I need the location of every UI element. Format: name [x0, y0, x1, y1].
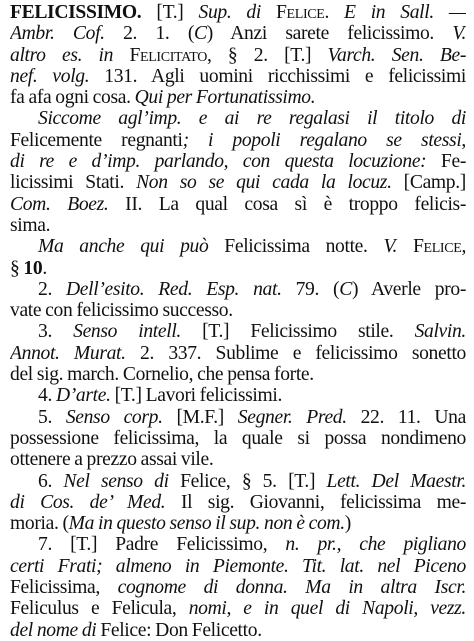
body-text: .: [324, 2, 345, 23]
body-text: 2.: [38, 278, 66, 300]
italic-text: Ma anche qui può: [38, 236, 209, 258]
body-text: [M.F.]: [162, 406, 238, 428]
body-text: 131. Agli uomini ricchissimi e felicissimi: [89, 65, 466, 87]
italic-text: Ambr. Cof.: [10, 23, 105, 45]
italic-text: V.: [383, 236, 398, 258]
entry-line: [10, 279, 466, 300]
entry-line: [10, 172, 466, 193]
body-text: 5.: [38, 406, 66, 428]
italic-text: nomi, e in quel di Napoli, vezz.: [188, 598, 466, 620]
entry-line: [10, 23, 466, 44]
body-text: [T.] Lavori felicissimi.: [110, 385, 283, 407]
italic-text: Salvin.: [414, 321, 466, 343]
entry-line: [10, 2, 466, 23]
body-text: vate con felicissimo successo.: [10, 300, 233, 322]
body-text: [T.] Felicissimo stile.: [180, 321, 415, 343]
body-text: , § 2. [T.]: [207, 44, 328, 66]
entry-line: [10, 620, 466, 641]
entry-line: [10, 321, 466, 342]
body-text: 6.: [38, 470, 64, 492]
italic-text: ; i popoli regalano se stessi: [182, 129, 462, 151]
body-text: §: [10, 257, 24, 279]
entry-line: [10, 385, 466, 406]
entry-line: [10, 215, 466, 236]
body-text: Il sig. Giovanni, felicissima me-: [165, 491, 466, 513]
italic-text: nef. volg.: [10, 65, 90, 87]
italic-text: Non so se qui cada la locuz.: [136, 172, 392, 194]
body-text: fa afa ogni cosa.: [10, 87, 135, 109]
small-caps-text: Felice: [276, 2, 325, 23]
italic-text: altro es. in: [10, 44, 130, 66]
small-caps-text: Felicitato: [129, 44, 208, 66]
entry-line: [10, 87, 466, 108]
body-text: [Camp.]: [391, 172, 466, 194]
italic-text: cognome di donna. Ma in altra Iscr.: [117, 577, 466, 599]
italic-text: Lett. Del Maestr.: [326, 470, 466, 492]
italic-text: Varch. Sen. Be-: [327, 44, 466, 66]
body-text: Felicissima notte.: [208, 236, 384, 258]
headword: FELICISSIMO.: [10, 2, 142, 23]
body-text: licissimi Stati.: [10, 172, 137, 194]
body-text: Felice, § 5. [T.]: [168, 470, 327, 492]
body-text: Fe-: [426, 151, 466, 173]
italic-text: C: [339, 278, 352, 300]
body-text: II. La qual cosa sì è troppo felicis-: [108, 193, 466, 215]
body-text: ,: [461, 129, 466, 151]
body-text: ottenere a prezzo assai vile.: [10, 449, 214, 471]
italic-text: C: [194, 23, 207, 45]
body-text: 3.: [38, 321, 74, 343]
entry-line: [10, 428, 466, 449]
entry-line: [10, 492, 466, 513]
body-text: sima.: [10, 214, 51, 236]
body-text: moria. (: [10, 513, 69, 535]
italic-text: n. pr., che pigliano: [285, 534, 466, 556]
entry-line: [10, 556, 466, 577]
italic-text: certi Frati; almeno in Piemonte. Tit. lat. nel Piceno: [10, 555, 466, 577]
italic-text: V.: [452, 23, 466, 45]
entry-line: [10, 130, 466, 151]
entry-line: [10, 66, 466, 87]
italic-text: Sup. di: [198, 2, 276, 23]
italic-text: Ma in questo senso il sup. non è com.: [68, 513, 345, 535]
italic-text: di re e d’imp. parlando, con questa locuzione:: [10, 151, 427, 173]
italic-text: Segner. Pred.: [237, 406, 347, 428]
italic-text: Com. Boez.: [10, 193, 109, 215]
entry-line: [10, 108, 466, 129]
body-text: 7. [T.] Padre Felicissimo,: [38, 534, 286, 556]
headword: 10: [23, 257, 43, 279]
entry-line: [10, 151, 466, 172]
body-text: 2. 1. (: [104, 23, 195, 45]
body-text: [397, 236, 413, 257]
entry-line: [10, 598, 466, 619]
italic-text: Senso corp.: [65, 406, 163, 428]
entry-line: [10, 407, 466, 428]
italic-text: del nome di: [10, 619, 97, 641]
entry-line: [10, 534, 466, 555]
italic-text: Senso intell.: [73, 321, 181, 343]
entry-line: [10, 513, 466, 534]
italic-text: Siccome agl’imp. e ai re regalasi il titolo di: [38, 108, 466, 130]
italic-text: Qui per Fortunatissimo.: [134, 87, 316, 109]
body-text: Felicissima,: [10, 577, 118, 599]
italic-text: D’arte.: [55, 385, 111, 407]
body-text: ,: [461, 236, 466, 258]
italic-text: E in Sall. —: [344, 2, 466, 23]
body-text: Feliculus e Felicula,: [10, 598, 189, 620]
entry-line: [10, 258, 466, 279]
italic-text: Nel senso di: [63, 470, 169, 492]
small-caps-text: Felice: [412, 236, 462, 258]
body-text: .: [42, 257, 47, 279]
body-text: 4.: [38, 385, 56, 407]
body-text: 2. 337. Sublime e felicissimo sonetto: [125, 342, 466, 364]
entry-line: [10, 194, 466, 215]
body-text: [T.]: [141, 2, 199, 23]
body-text: 79. (: [281, 278, 340, 300]
body-text: possessione felicissima, la quale si possa nondimeno: [10, 427, 466, 449]
entry-line: [10, 343, 466, 364]
body-text: 22. 11. Una: [346, 406, 466, 428]
entry-line: [10, 449, 466, 470]
body-text: Felicemente regnanti: [10, 129, 183, 151]
body-text: ): [344, 513, 351, 535]
entry-line: [10, 300, 466, 321]
entry-line: [10, 577, 466, 598]
body-text: ) Averle pro-: [351, 278, 466, 300]
entry-line: [10, 236, 466, 257]
entry-line: [10, 471, 466, 492]
body-text: del sig. march. Cornelio, che pensa forte.: [10, 364, 314, 386]
body-text: Felice: Don Felicetto.: [96, 619, 262, 641]
italic-text: Dell’esito. Red. Esp. nat.: [65, 278, 282, 300]
entry-line: [10, 364, 466, 385]
italic-text: di Cos. de’ Med.: [10, 491, 166, 513]
body-text: ) Anzi sarete felicissimo.: [206, 23, 453, 45]
italic-text: Annot. Murat.: [10, 342, 126, 364]
entry-line: [10, 45, 466, 66]
